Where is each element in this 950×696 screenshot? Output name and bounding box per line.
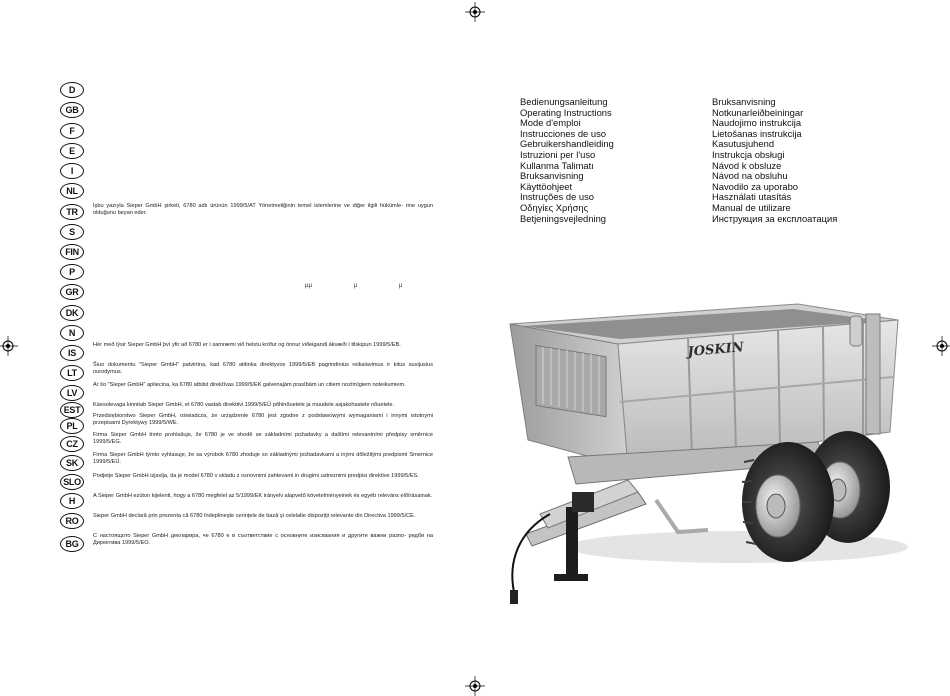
manual-title: Betjeningsvejledning <box>520 212 607 224</box>
manual-titles-left <box>520 97 614 224</box>
language-code: F <box>60 123 84 139</box>
declaration-is: Hér með lýsir Sieper GmbH því yfir að 6780 er í samræmi við helstu kröfur og önnur viðeigandi ákvæði í tilskipun 1999/5/EB. <box>93 342 401 348</box>
declaration-slo: Podjetje Sieper GmbH izjavlja, da je model 6780 v skladu z osnovnimi zahtevami in drugimi ustreznimi predpisi direktive 1999/5/ES. <box>93 473 419 479</box>
registration-mark-bottom <box>465 676 485 696</box>
language-code: E <box>60 143 84 159</box>
language-code: H <box>60 493 84 509</box>
manual-title: Lietošanas instrukcija <box>712 127 802 139</box>
registration-mark-right <box>932 336 950 356</box>
manual-title: Kullanma Talimatı <box>520 159 594 171</box>
registration-mark-top <box>465 2 485 22</box>
language-code: NL <box>60 183 84 199</box>
manual-title: Инструкция за експлоатация <box>712 212 838 224</box>
declaration-h: A Sieper GmbH ezúton kijelenti, hogy a 6780 megfelel az 5/1999/EK irányelv alapvető követelményeinek és egyéb releváns előírásainak. <box>93 493 433 499</box>
manual-titles-right <box>712 97 837 224</box>
declaration-est: Käesolevaga kinnitab Sieper GmbH, et 6780 vastab direktiivi 1999/5/EÜ põhinõuetele ja muudele asjakohastele nõuetele. <box>93 402 395 408</box>
registration-mark-left <box>0 336 18 356</box>
declaration-gr-fragment: μμ μ μ <box>305 283 403 289</box>
manual-title: Mode d'emploi <box>520 117 581 129</box>
declaration-bg: С настоящото Sieper GmbH декларира, че 6780 е в съответствие с основните изисквания и другите важни разпо- редби на Директива 1999/5/ЕО. <box>93 533 433 547</box>
manual-title: Instrukcja obsługi <box>712 148 785 160</box>
language-code: EST <box>60 402 84 418</box>
manual-title: Naudojimo instrukcija <box>712 117 802 129</box>
language-code: TR <box>60 204 84 220</box>
language-code: PL <box>60 418 84 434</box>
manual-title: Navodilo za uporabo <box>712 180 798 192</box>
language-code: N <box>60 325 84 341</box>
manual-title: Οδηγίες Χρήσης <box>520 201 589 213</box>
declaration-ro: Sieper GmbH declară prin prezenta că 6780 îndeplineşte cerinţele de bază şi celelalte dispoziţii relevante din Directiva 1999/5/CE. <box>93 513 416 519</box>
language-code: SK <box>60 455 84 471</box>
declaration-sk: Firma Sieper GmbH týmto vyhlasuje, že sa výrobok 6780 zhoduje so základnými požiadavkami a inými dôležitými predpismi Smernice 1999/5/EÜ. <box>93 452 433 466</box>
language-code: LT <box>60 365 84 381</box>
declaration-lv: Ar šo "Sieper GmbH" apliecina, ka 6780 atbilst direktīvas 1999/5/EK galvenajām prasībām un citiem nozīmīgiem noteikumiem. <box>93 382 406 388</box>
manual-title: Bruksanvisning <box>520 170 584 182</box>
manual-title: Návod k obsluze <box>712 159 782 171</box>
language-code: RO <box>60 513 84 529</box>
language-code: FIN <box>60 244 84 260</box>
language-code: GR <box>60 284 84 300</box>
language-code: I <box>60 163 84 179</box>
language-code: GB <box>60 102 84 118</box>
manual-title: Operating Instructions <box>520 106 612 118</box>
language-code: SLO <box>60 474 84 490</box>
language-code: IS <box>60 345 84 361</box>
declaration-pl: Przedsiębiorstwo Sieper GmbH, oświadcza, że urządzenie 6780 jest zgodne z podstawowymi wymaganiami i innymi istotnymi przepisami Dyrektywy 1999/5/WE. <box>93 413 433 427</box>
declaration-lt: Šiuo dokumentu "Sieper GmbH" patvirtina, kad 6780 atitinka direktyvos 1999/5/EB pagrindinius reikalavimus ir kitus susijusius nurodymus. <box>93 362 433 376</box>
brand-logo: JOSKIN <box>687 340 745 360</box>
manual-title: Istruzioni per l'uso <box>520 148 596 160</box>
language-code: BG <box>60 536 84 552</box>
manual-title: Használati utasítás <box>712 191 792 203</box>
language-code: CZ <box>60 436 84 452</box>
manual-title: Käyttöohjeet <box>520 180 573 192</box>
language-code: S <box>60 224 84 240</box>
trailer-illustration <box>488 292 918 622</box>
manual-title: Gebruikershandleiding <box>520 138 614 150</box>
language-code: P <box>60 264 84 280</box>
manual-title: Instrucciones de uso <box>520 127 606 139</box>
manual-title: Bruksanvisning <box>712 96 776 107</box>
manual-title: Manual de utilizare <box>712 201 791 213</box>
manual-title: Kasutusjuhend <box>712 138 775 150</box>
language-code: LV <box>60 385 84 401</box>
manual-title: Notkunarleiðbeiningar <box>712 106 804 118</box>
language-code: D <box>60 82 84 98</box>
manual-title: Instruções de uso <box>520 191 595 203</box>
manual-title: Bedienungsanleitung <box>520 96 608 107</box>
declaration-cz: Firma Sieper GmbH tímto prohlašuje, že 6780 je ve shodě se základními požadavky a dalšími relevantními předpisy směrnice 1999/5/EG. <box>93 432 433 446</box>
manual-title: Návod na obsluhu <box>712 170 788 182</box>
declaration-tr: İşbu yazıyla Sieper GmbH şirketi, 6780 adlı ürünün 1999/5/AT Yönetmeliğinin temel istemlerine ve diğer ilgili hükümle- rine uygun olduğunu beyan eder. <box>93 203 433 217</box>
language-code: DK <box>60 305 84 321</box>
